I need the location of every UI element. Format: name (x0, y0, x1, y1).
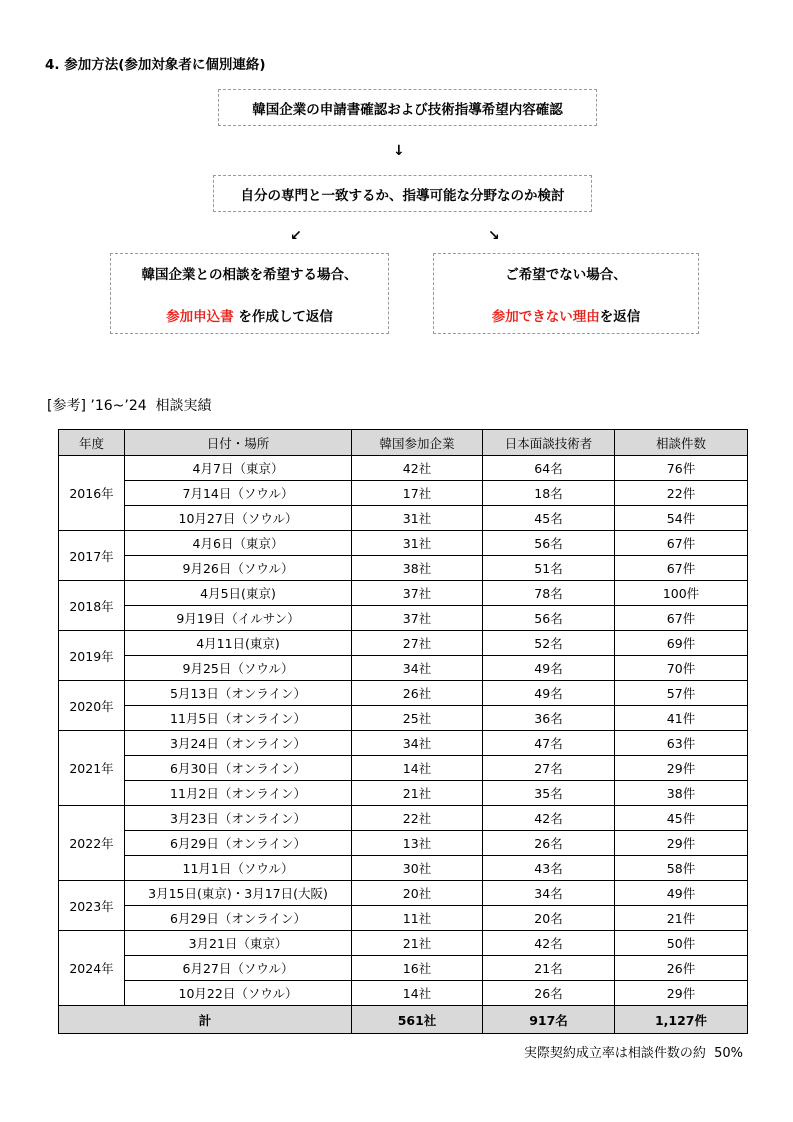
table-row (59, 556, 748, 581)
consultations-cell: 76件 (615, 456, 748, 481)
table-row (59, 906, 748, 931)
consultations-cell: 41件 (615, 706, 748, 731)
companies-cell: 30社 (352, 856, 483, 881)
companies-cell: 21社 (352, 931, 483, 956)
date-cell: 9月26日（ソウル） (125, 556, 352, 581)
total-engineers: 917名 (483, 1006, 615, 1034)
date-cell: 6月27日（ソウル） (125, 956, 352, 981)
consultations-cell: 26件 (615, 956, 748, 981)
apply-action-rest: を作成して返信 (233, 308, 333, 325)
date-cell: 3月21日（東京） (125, 931, 352, 956)
header-consultations: 相談件数 (615, 430, 748, 456)
reference-title: [参考] ’16~’24 相談実績 (47, 398, 212, 414)
engineers-cell: 56名 (483, 606, 615, 631)
consultations-cell: 22件 (615, 481, 748, 506)
consultations-cell: 69件 (615, 631, 748, 656)
consultations-cell: 50件 (615, 931, 748, 956)
companies-cell: 17社 (352, 481, 483, 506)
date-cell: 6月29日（オンライン） (125, 906, 352, 931)
date-cell: 9月19日（イルサン） (125, 606, 352, 631)
date-cell: 3月23日（オンライン） (125, 806, 352, 831)
table-row (59, 706, 748, 731)
decline-reason-highlight: 参加できない理由 (491, 308, 600, 325)
date-cell: 3月15日(東京)・3月17日(大阪) (125, 881, 352, 906)
header-japanese-engineers: 日本面談技術者 (483, 430, 615, 456)
consultations-cell: 67件 (615, 531, 748, 556)
date-cell: 6月30日（オンライン） (125, 756, 352, 781)
consultations-cell: 49件 (615, 881, 748, 906)
flow-step-review-text: 自分の専門と一致するか、指導可能な分野なのか検討 (240, 187, 565, 204)
table-row (59, 631, 748, 656)
companies-cell: 27社 (352, 631, 483, 656)
arrow-down-icon: ↓ (393, 143, 405, 159)
date-cell: 10月22日（ソウル） (125, 981, 352, 1006)
table-row (59, 781, 748, 806)
table-row (59, 806, 748, 831)
consultations-cell: 100件 (615, 581, 748, 606)
date-cell: 9月25日（ソウル） (125, 656, 352, 681)
engineers-cell: 51名 (483, 556, 615, 581)
engineers-cell: 43名 (483, 856, 615, 881)
consultations-cell: 29件 (615, 831, 748, 856)
companies-cell: 38社 (352, 556, 483, 581)
companies-cell: 31社 (352, 506, 483, 531)
engineers-cell: 45名 (483, 506, 615, 531)
engineers-cell: 42名 (483, 931, 615, 956)
table-row (59, 606, 748, 631)
flow-branch-apply (110, 253, 389, 334)
date-cell: 4月5日(東京) (125, 581, 352, 606)
consultations-cell: 29件 (615, 756, 748, 781)
table-row (59, 506, 748, 531)
engineers-cell: 26名 (483, 831, 615, 856)
table-header-row (59, 430, 748, 456)
total-row (59, 1006, 748, 1034)
total-companies: 561社 (352, 1006, 483, 1034)
companies-cell: 11社 (352, 906, 483, 931)
companies-cell: 16社 (352, 956, 483, 981)
consultations-cell: 67件 (615, 556, 748, 581)
engineers-cell: 35名 (483, 781, 615, 806)
year-cell: 2018年 (59, 581, 125, 631)
date-cell: 11月1日（ソウル） (125, 856, 352, 881)
consultations-cell: 29件 (615, 981, 748, 1006)
engineers-cell: 64名 (483, 456, 615, 481)
year-cell: 2020年 (59, 681, 125, 731)
consultations-cell: 57件 (615, 681, 748, 706)
table-row (59, 756, 748, 781)
companies-cell: 21社 (352, 781, 483, 806)
table-row (59, 931, 748, 956)
engineers-cell: 42名 (483, 806, 615, 831)
engineers-cell: 49名 (483, 681, 615, 706)
flow-step-confirm-text: 韓国企業の申請書確認および技術指導希望内容確認 (252, 101, 563, 118)
engineers-cell: 36名 (483, 706, 615, 731)
year-cell: 2024年 (59, 931, 125, 1006)
section-heading: 4. 参加方法(参加対象者に個別連絡) (45, 57, 266, 73)
companies-cell: 22社 (352, 806, 483, 831)
date-cell: 10月27日（ソウル） (125, 506, 352, 531)
table-row (59, 956, 748, 981)
year-cell: 2019年 (59, 631, 125, 681)
companies-cell: 34社 (352, 731, 483, 756)
table-row (59, 856, 748, 881)
engineers-cell: 49名 (483, 656, 615, 681)
companies-cell: 34社 (352, 656, 483, 681)
arrow-down-left-icon: ↙ (290, 228, 302, 244)
engineers-cell: 78名 (483, 581, 615, 606)
total-consultations: 1,127件 (615, 1006, 748, 1034)
companies-cell: 14社 (352, 981, 483, 1006)
flow-branch-decline (433, 253, 699, 334)
header-korean-companies: 韓国参加企業 (352, 430, 483, 456)
date-cell: 6月29日（オンライン） (125, 831, 352, 856)
year-cell: 2017年 (59, 531, 125, 581)
table-row (59, 531, 748, 556)
flow-branch-decline-action (492, 305, 641, 325)
companies-cell: 20社 (352, 881, 483, 906)
table-row (59, 456, 748, 481)
table-body (59, 456, 748, 1034)
flow-branch-apply-condition: 韓国企業との相談を希望する場合、 (141, 266, 358, 283)
companies-cell: 26社 (352, 681, 483, 706)
engineers-cell: 20名 (483, 906, 615, 931)
table-row (59, 881, 748, 906)
date-cell: 4月6日（東京） (125, 531, 352, 556)
date-cell: 3月24日（オンライン） (125, 731, 352, 756)
year-cell: 2023年 (59, 881, 125, 931)
table-row (59, 656, 748, 681)
consultations-cell: 54件 (615, 506, 748, 531)
apply-form-highlight: 参加申込書 (166, 308, 234, 325)
date-cell: 7月14日（ソウル） (125, 481, 352, 506)
consultations-cell: 58件 (615, 856, 748, 881)
date-cell: 11月2日（オンライン） (125, 781, 352, 806)
decline-action-rest: を返信 (599, 308, 641, 325)
engineers-cell: 56名 (483, 531, 615, 556)
companies-cell: 37社 (352, 606, 483, 631)
table-row (59, 981, 748, 1006)
consultations-cell: 21件 (615, 906, 748, 931)
engineers-cell: 21名 (483, 956, 615, 981)
date-cell: 4月7日（東京） (125, 456, 352, 481)
flow-step-confirm-application (218, 89, 597, 126)
engineers-cell: 27名 (483, 756, 615, 781)
date-cell: 11月5日（オンライン） (125, 706, 352, 731)
companies-cell: 14社 (352, 756, 483, 781)
table-row (59, 681, 748, 706)
companies-cell: 31社 (352, 531, 483, 556)
table-row (59, 731, 748, 756)
header-year: 年度 (59, 430, 125, 456)
engineers-cell: 18名 (483, 481, 615, 506)
companies-cell: 13社 (352, 831, 483, 856)
consultations-cell: 70件 (615, 656, 748, 681)
year-cell: 2016年 (59, 456, 125, 531)
table-row (59, 481, 748, 506)
year-cell: 2021年 (59, 731, 125, 806)
contract-rate-footnote: 実際契約成立率は相談件数の約 50% (523, 1046, 743, 1061)
year-cell: 2022年 (59, 806, 125, 881)
date-cell: 4月11日(東京) (125, 631, 352, 656)
total-label: 計 (59, 1006, 352, 1034)
engineers-cell: 52名 (483, 631, 615, 656)
header-date-place: 日付・場所 (125, 430, 352, 456)
companies-cell: 25社 (352, 706, 483, 731)
engineers-cell: 34名 (483, 881, 615, 906)
engineers-cell: 26名 (483, 981, 615, 1006)
consultations-cell: 63件 (615, 731, 748, 756)
engineers-cell: 47名 (483, 731, 615, 756)
flow-branch-decline-condition: ご希望でない場合、 (505, 266, 627, 283)
consultation-results-table (58, 429, 748, 1034)
consultations-cell: 67件 (615, 606, 748, 631)
arrow-down-right-icon: ↘ (488, 228, 500, 244)
flow-branch-apply-action (166, 305, 333, 325)
date-cell: 5月13日（オンライン） (125, 681, 352, 706)
flow-step-review-fit (213, 175, 592, 212)
companies-cell: 42社 (352, 456, 483, 481)
consultations-cell: 45件 (615, 806, 748, 831)
companies-cell: 37社 (352, 581, 483, 606)
consultations-cell: 38件 (615, 781, 748, 806)
table-row (59, 831, 748, 856)
table-row (59, 581, 748, 606)
